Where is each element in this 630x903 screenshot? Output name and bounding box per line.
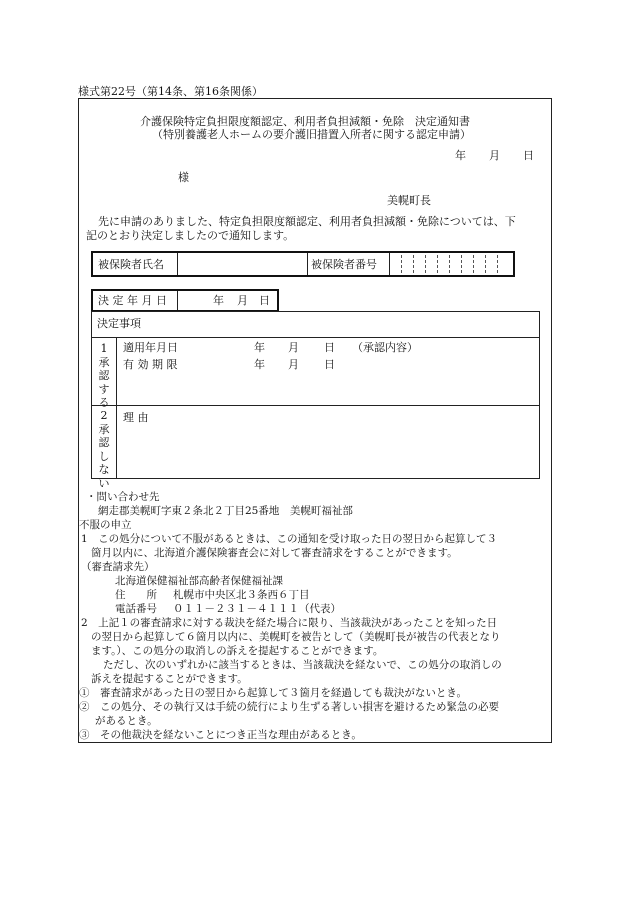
insured-name-label: 被保険者氏名 [98,258,164,271]
apply-date-day: 日 [324,341,335,354]
insured-name-field [179,254,307,274]
title-line-2: （特別養護老人ホームの要介護旧措置入所者に関する認定申請） [152,128,471,141]
appeal-item1-line1: 1 この処分について不服があるときは、この通知を受け取った日の翌日から起算して３ [81,533,497,545]
appeal-proviso-line1: ただし、次のいずれかに該当するときは、当該裁決を経ないで、この処分の取消しの [103,659,502,671]
appeal-item2-line1: 2 上記１の審査請求に対する裁決を経た場合に限り、当該裁決があったことを知った日 [81,617,498,629]
appeal-condition-2-line2: があるとき。 [95,715,158,727]
apply-date-year: 年 [254,341,265,354]
valid-until-year: 年 [254,358,265,371]
approval-content-label: （承認内容） [352,341,418,354]
decision-date-day: 日 [259,294,270,307]
appeal-proviso-line2: 訴えを提起することができます。 [91,673,248,685]
reason-label: 理 由 [123,411,149,424]
appeal-phone-label: 電話番号 [115,603,157,615]
addressee-suffix: 様 [178,171,189,184]
intro-line-2: 記のとおり決定しましたので通知します。 [86,229,295,242]
appeal-heading: 不服の申立 [79,519,132,531]
appeal-condition-3: ③ その他裁決を経ないことにつき正当な理由があるとき。 [79,729,362,741]
decision-date-label: 決 定 年 月 日 [98,294,167,307]
title-line-1: 介護保険特定負担限度額認定、利用者負担減額・免除 決定通知書 [140,115,470,128]
date-year: 年 [455,149,466,162]
insured-table [91,251,515,277]
insured-number-label: 被保険者番号 [311,258,377,271]
appeal-office: 北海道保健福祉部高齢者保健福祉課 [115,575,283,587]
date-month: 月 [489,149,500,162]
decision-date-year: 年 [213,294,224,307]
contact-address: 網走郡美幌町字東２条北２丁目25番地 美幌町福祉部 [98,505,353,517]
notice-frame [78,98,552,743]
valid-until-label: 有 効 期 限 [123,358,178,371]
appeal-item2-line3: ます。）、この処分の取消しの訴えを提起することができます。 [91,645,384,657]
valid-until-month: 月 [288,358,299,371]
issuer: 美幌町長 [387,194,431,207]
decision-date-box [91,289,279,312]
approve-side-label: 1承認する [98,342,110,409]
apply-date-month: 月 [288,341,299,354]
apply-date-label: 適用年月日 [123,341,178,354]
appeal-condition-1: ① 審査請求があった日の翌日から起算して３箇月を経過しても裁決がないとき。 [79,687,467,699]
appeal-addressee-heading: （審査請求先） [81,561,155,573]
contact-heading: ・問い合わせ先 [86,491,160,503]
form-number: 様式第22号（第14条、第16条関係） [78,85,263,98]
appeal-condition-2-line1: ② この処分、その執行又は手続の続行により生ずる著しい損害を避けるため緊急の必要 [79,701,499,713]
appeal-address: 札幌市中央区北３条西６丁目 [173,589,310,601]
decision-header: 決定事項 [97,317,141,330]
appeal-address-label: 住 所 [115,589,157,601]
reject-side-label: 2承認しない [98,409,110,490]
decision-date-month: 月 [237,294,248,307]
appeal-phone: ０１１－２３１－４１１１（代表） [173,603,341,615]
valid-until-day: 日 [324,358,335,371]
decision-table [91,311,540,490]
appeal-item1-line2: 箇月以内に、北海道介護保険審査会に対して審査請求をすることができます。 [91,547,458,559]
intro-line-1: 先に申請のありました、特定負担限度額認定、利用者負担減額・免除については、下 [98,215,516,228]
insured-number-field [390,254,512,274]
date-day: 日 [523,149,534,162]
appeal-item2-line2: の翌日から起算して６箇月以内に、美幌町を被告として（美幌町長が被告の代表となり [91,631,501,643]
